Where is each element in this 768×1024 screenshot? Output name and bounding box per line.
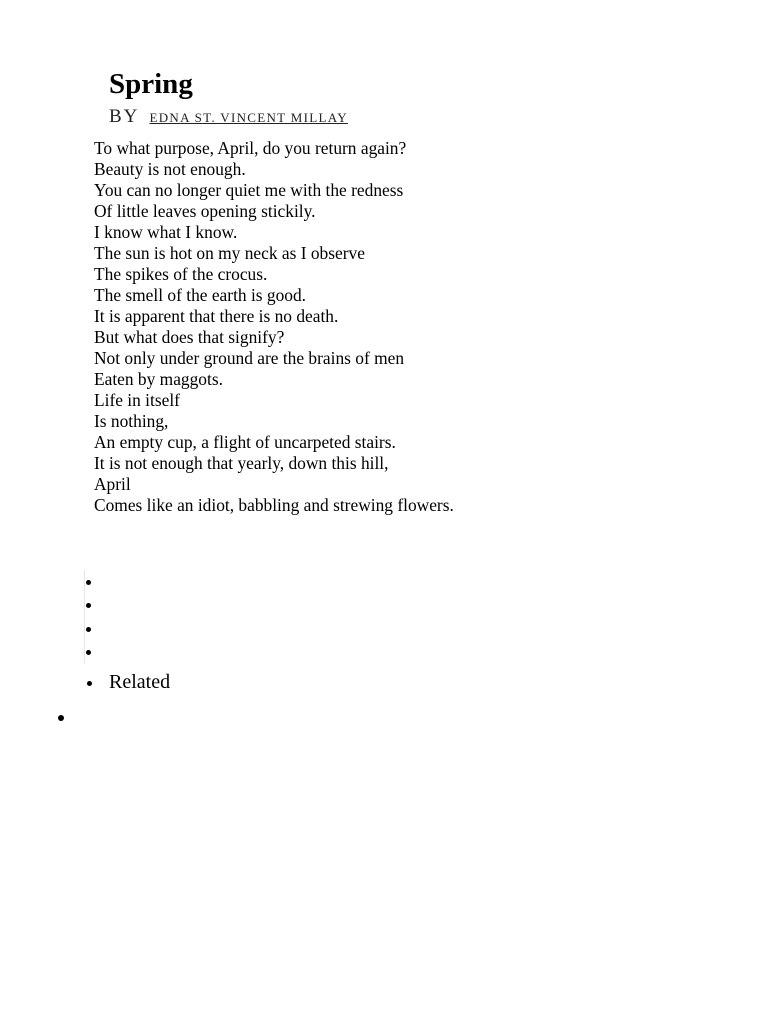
poem-line: The spikes of the crocus. — [94, 264, 268, 284]
bullet-icon — [87, 681, 92, 686]
poem-line: It is apparent that there is no death. — [94, 306, 339, 326]
byline — [109, 105, 348, 130]
poem-line: I know what I know. — [94, 222, 238, 242]
poem-line: It is not enough that yearly, down this hill, — [94, 453, 389, 473]
poem-body — [94, 138, 454, 516]
poem-line: Eaten by maggots. — [94, 369, 223, 389]
poem-line: But what does that signify? — [94, 327, 285, 347]
author-link[interactable]: EDNA ST. VINCENT MILLAY — [149, 110, 348, 125]
share-list-item[interactable] — [84, 617, 105, 640]
bullet-icon — [58, 715, 64, 721]
poem-title: Spring — [109, 68, 193, 100]
poem-line: Not only under ground are the brains of men — [94, 348, 405, 368]
poem-line: Comes like an idiot, babbling and strewing flowers. — [94, 495, 454, 515]
share-list-item[interactable] — [84, 570, 105, 593]
poem-line: Of little leaves opening stickily. — [94, 201, 316, 221]
share-list-item[interactable] — [84, 593, 105, 616]
related-label: Related — [109, 671, 171, 693]
by-label: BY — [109, 106, 139, 127]
poem-line: The sun is hot on my neck as I observe — [94, 243, 365, 263]
share-list-item[interactable] — [84, 640, 105, 663]
poem-line: To what purpose, April, do you return again? — [94, 138, 407, 158]
share-list — [84, 570, 105, 663]
poem-line: The smell of the earth is good. — [94, 285, 307, 305]
poem-line: Is nothing, — [94, 411, 169, 431]
related-list-item[interactable] — [86, 669, 170, 695]
poem-line: An empty cup, a flight of uncarpeted stairs. — [94, 432, 396, 452]
poem-line: You can no longer quiet me with the redness — [94, 180, 404, 200]
poem-line: April — [94, 474, 131, 494]
poem-line: Beauty is not enough. — [94, 159, 246, 179]
poem-line: Life in itself — [94, 390, 180, 410]
